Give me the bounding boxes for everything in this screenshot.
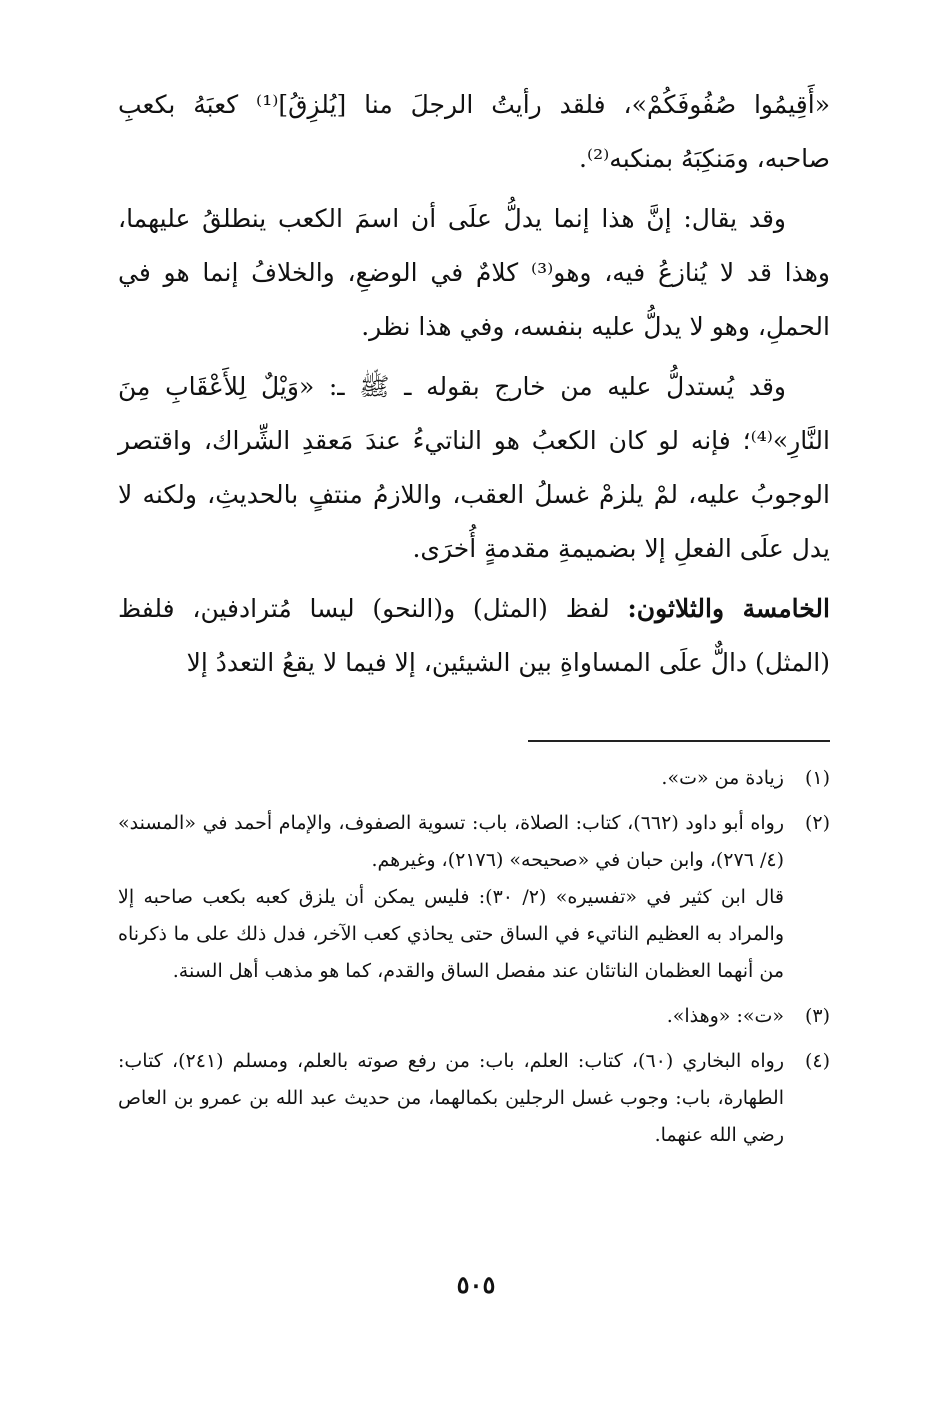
footnote-number: (٣) xyxy=(804,1005,830,1027)
term-heading: الخامسة والثلاثون: xyxy=(627,594,830,623)
term-text: لفظ (المثل) و(النحو) ليسا مُترادفين، فلفظ (المثل) دالٌّ علَى المساواةِ بين الشيئين، إلا فيما لا يقعُ التعددُ إلا xyxy=(118,594,830,677)
footnote-line: زيادة من «ت». xyxy=(661,767,784,789)
footnote-line: «ت»: «وهذا». xyxy=(666,1005,784,1027)
page-number: ٥٠٥ xyxy=(456,1270,496,1299)
footnote-body xyxy=(118,998,784,1035)
footnote-body xyxy=(118,760,784,797)
footnote-line: رواه أبو داود (٦٦٢)، كتاب: الصلاة، باب: تسوية الصفوف، والإمام أحمد في «المسند» (٤/ ٢٧٦)، وابن حبان في «صحيحه» (٢١٧٦)، وغيرهم. xyxy=(118,812,785,871)
footnote xyxy=(118,760,830,797)
paragraph: «أَقِيمُوا صُفُوفَكُمْ»، فلقد رأيتُ الرجلَ منا [يُلزِقُ]⁽¹⁾ كعبَهُ بكعبِ صاحبه، ومَنكِبَهُ بمنكبه⁽²⁾. xyxy=(118,90,830,173)
footnote-body xyxy=(118,805,784,990)
paragraph: وقد يُستدلُّ عليه من خارج بقوله ـ ﷺ ـ: «وَيْلٌ لِلأَعْقَابِ مِنَ النَّارِ»⁽⁴⁾؛ فإنه لو كان الكعبُ هو الناتيءُ عندَ مَعقدِ الشِّراك، واقتصر الوجوبُ عليه، لمْ يلزمْ غسلُ العقب، واللازمُ منتفٍ بالحديثِ، ولكنه لا يدل علَى الفعلِ إلا بضميمةِ مقدمةٍ أُخرَى. xyxy=(118,372,830,563)
footnote xyxy=(118,998,830,1035)
footnote-number: (٢) xyxy=(804,812,830,834)
footnote xyxy=(118,1043,830,1154)
paragraph-term xyxy=(118,582,830,690)
footnote-number: (١) xyxy=(804,767,830,789)
page-body xyxy=(118,78,830,690)
footnote-divider xyxy=(528,740,830,742)
footnote xyxy=(118,805,830,990)
paragraph: وقد يقال: إنَّ هذا إنما يدلُّ علَى أن اسمَ الكعب ينطلقُ عليهما، وهذا قد لا يُنازعُ فيه، وهو⁽³⁾ كلامٌ في الوضعِ، والخلافُ إنما هو في الحملِ، وهو لا يدلُّ عليه بنفسه، وفي هذا نظر. xyxy=(118,204,830,341)
footnote-number: (٤) xyxy=(804,1050,830,1072)
footnote-line: قال ابن كثير في «تفسيره» (٢/ ٣٠): فليس يمكن أن يلزق كعبه بكعب صاحبه إلا والمراد به العظيم الناتيء في الساق حتى يحاذي كعب الآخر، فدل ذلك على ما ذكرناه من أنهما العظمان الناتئان عند مفصل الساق والقدم، كما هو مذهب أهل السنة. xyxy=(118,886,784,982)
footnotes xyxy=(118,760,830,1162)
footnote-line: رواه البخاري (٦٠)، كتاب: العلم، باب: من رفع صوته بالعلم، ومسلم (٢٤١)، كتاب: الطهارة، باب: وجوب غسل الرجلين بكمالهما، من حديث عبد الله بن عمرو بن العاص رضي الله عنهما. xyxy=(118,1050,785,1146)
footnote-body xyxy=(118,1043,784,1154)
main-text xyxy=(118,78,830,690)
